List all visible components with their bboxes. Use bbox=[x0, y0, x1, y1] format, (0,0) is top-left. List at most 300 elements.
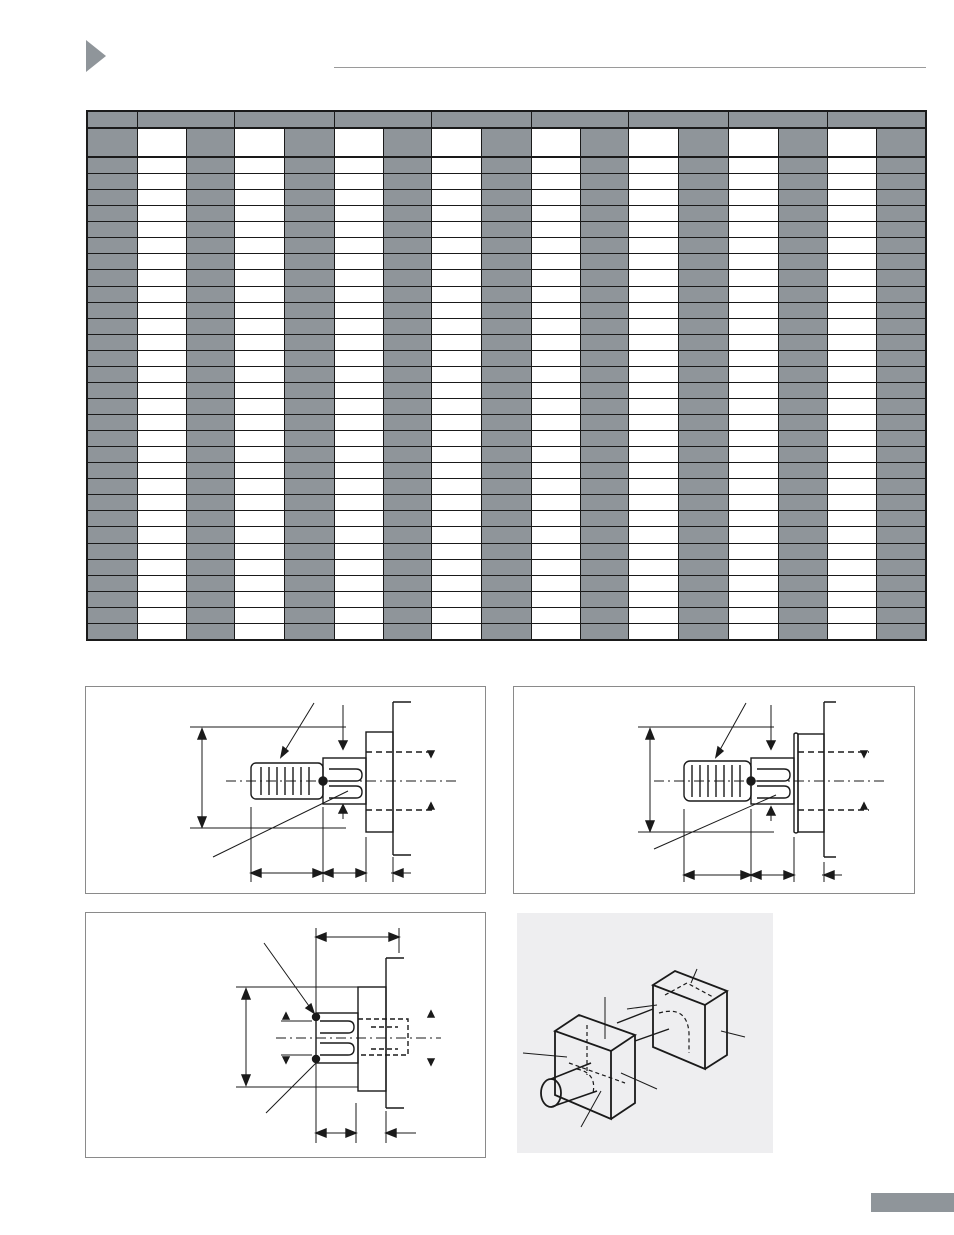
table-cell bbox=[629, 623, 679, 640]
table-cell bbox=[877, 447, 926, 463]
table-cell bbox=[779, 463, 828, 479]
table-cell bbox=[186, 575, 234, 591]
table-cell bbox=[334, 495, 383, 511]
table-cell bbox=[234, 382, 284, 398]
table-cell bbox=[828, 206, 877, 222]
table-cell bbox=[729, 350, 779, 366]
table-cell bbox=[334, 270, 383, 286]
table-cell bbox=[679, 222, 729, 238]
table-cell bbox=[580, 495, 628, 511]
table-cell bbox=[580, 591, 628, 607]
table-cell bbox=[828, 238, 877, 254]
table-cell bbox=[779, 591, 828, 607]
table-cell bbox=[431, 479, 481, 495]
table-group-header bbox=[431, 111, 531, 128]
table-cell bbox=[779, 206, 828, 222]
table-cell bbox=[877, 495, 926, 511]
table-cell bbox=[828, 128, 877, 157]
figure-a-drawing bbox=[86, 687, 485, 893]
table-cell bbox=[186, 302, 234, 318]
table-cell bbox=[481, 206, 531, 222]
table-cell bbox=[137, 591, 186, 607]
table-cell bbox=[679, 431, 729, 447]
table-cell bbox=[729, 302, 779, 318]
table-cell bbox=[580, 607, 628, 623]
table-cell bbox=[234, 128, 284, 157]
table-cell bbox=[679, 157, 729, 174]
table-cell bbox=[828, 623, 877, 640]
table-cell bbox=[481, 623, 531, 640]
table-cell bbox=[679, 206, 729, 222]
table-cell bbox=[383, 575, 431, 591]
table-cell bbox=[779, 222, 828, 238]
table-cell bbox=[481, 270, 531, 286]
table-cell bbox=[334, 157, 383, 174]
table-cell bbox=[679, 511, 729, 527]
table-cell bbox=[629, 415, 679, 431]
table-row bbox=[87, 607, 926, 623]
table-cell bbox=[284, 511, 334, 527]
table-cell bbox=[186, 543, 234, 559]
table-row bbox=[87, 190, 926, 206]
table-cell bbox=[877, 366, 926, 382]
table-cell bbox=[383, 254, 431, 270]
spec-table bbox=[86, 110, 927, 641]
table-cell bbox=[234, 415, 284, 431]
table-cell bbox=[580, 286, 628, 302]
table-cell bbox=[186, 128, 234, 157]
figure-c-panel bbox=[85, 912, 486, 1158]
table-cell bbox=[186, 270, 234, 286]
table-cell bbox=[779, 398, 828, 414]
table-cell bbox=[431, 398, 481, 414]
table-cell bbox=[531, 174, 580, 190]
table-cell bbox=[431, 238, 481, 254]
table-cell bbox=[877, 398, 926, 414]
table-cell bbox=[729, 463, 779, 479]
table-cell bbox=[779, 607, 828, 623]
table-cell bbox=[284, 286, 334, 302]
table-cell bbox=[431, 382, 481, 398]
table-cell bbox=[779, 382, 828, 398]
table-cell bbox=[284, 206, 334, 222]
table-cell bbox=[383, 511, 431, 527]
table-cell bbox=[137, 206, 186, 222]
table-cell bbox=[284, 128, 334, 157]
table-cell bbox=[137, 415, 186, 431]
table-cell bbox=[334, 447, 383, 463]
table-cell bbox=[284, 334, 334, 350]
table-cell bbox=[828, 190, 877, 206]
table-cell bbox=[234, 398, 284, 414]
table-row bbox=[87, 174, 926, 190]
table-cell bbox=[186, 366, 234, 382]
table-cell bbox=[580, 318, 628, 334]
table-cell bbox=[481, 286, 531, 302]
table-cell bbox=[629, 350, 679, 366]
table-cell bbox=[383, 128, 431, 157]
table-cell bbox=[779, 623, 828, 640]
table-cell bbox=[234, 575, 284, 591]
table-cell bbox=[531, 591, 580, 607]
table-cell bbox=[334, 511, 383, 527]
table-cell bbox=[284, 350, 334, 366]
table-cell bbox=[431, 128, 481, 157]
table-cell bbox=[137, 334, 186, 350]
table-cell bbox=[481, 527, 531, 543]
table-cell bbox=[828, 447, 877, 463]
row-label-cell bbox=[87, 238, 137, 254]
table-row bbox=[87, 270, 926, 286]
table-row bbox=[87, 286, 926, 302]
table-cell bbox=[580, 128, 628, 157]
table-cell bbox=[284, 495, 334, 511]
table-cell bbox=[234, 350, 284, 366]
table-cell bbox=[729, 527, 779, 543]
table-cell bbox=[334, 591, 383, 607]
table-subheader-row bbox=[87, 128, 926, 157]
table-cell bbox=[531, 495, 580, 511]
table-row bbox=[87, 463, 926, 479]
table-cell bbox=[828, 174, 877, 190]
table-cell bbox=[629, 157, 679, 174]
table-cell bbox=[383, 238, 431, 254]
table-row bbox=[87, 206, 926, 222]
table-cell bbox=[679, 334, 729, 350]
table-cell bbox=[580, 382, 628, 398]
row-label-cell bbox=[87, 527, 137, 543]
table-cell bbox=[580, 302, 628, 318]
table-cell bbox=[531, 463, 580, 479]
table-cell bbox=[137, 128, 186, 157]
row-label-cell bbox=[87, 575, 137, 591]
table-row bbox=[87, 511, 926, 527]
table-cell bbox=[137, 286, 186, 302]
page-number-tab bbox=[871, 1193, 954, 1212]
table-cell bbox=[334, 286, 383, 302]
table-cell bbox=[186, 607, 234, 623]
table-cell bbox=[137, 222, 186, 238]
table-cell bbox=[877, 302, 926, 318]
table-cell bbox=[284, 559, 334, 575]
table-cell bbox=[629, 431, 679, 447]
table-cell bbox=[828, 575, 877, 591]
table-cell bbox=[877, 238, 926, 254]
table-cell bbox=[481, 511, 531, 527]
table-cell bbox=[137, 366, 186, 382]
row-label-cell bbox=[87, 382, 137, 398]
table-cell bbox=[431, 302, 481, 318]
figure-b-drawing bbox=[514, 687, 914, 893]
table-cell bbox=[729, 286, 779, 302]
table-row bbox=[87, 575, 926, 591]
table-cell bbox=[531, 559, 580, 575]
header-triangle-icon bbox=[86, 40, 106, 72]
table-cell bbox=[334, 254, 383, 270]
table-cell bbox=[679, 575, 729, 591]
table-cell bbox=[284, 463, 334, 479]
table-cell bbox=[431, 206, 481, 222]
table-cell bbox=[481, 238, 531, 254]
table-cell bbox=[629, 366, 679, 382]
table-cell bbox=[531, 415, 580, 431]
table-cell bbox=[580, 398, 628, 414]
row-label-cell bbox=[87, 286, 137, 302]
table-cell bbox=[531, 607, 580, 623]
table-cell bbox=[779, 559, 828, 575]
table-cell bbox=[531, 350, 580, 366]
table-cell bbox=[284, 398, 334, 414]
table-cell bbox=[431, 591, 481, 607]
table-cell bbox=[431, 366, 481, 382]
table-cell bbox=[234, 270, 284, 286]
table-cell bbox=[186, 238, 234, 254]
row-label-cell bbox=[87, 398, 137, 414]
table-cell bbox=[729, 415, 779, 431]
row-label-cell bbox=[87, 334, 137, 350]
table-cell bbox=[383, 174, 431, 190]
table-cell bbox=[431, 559, 481, 575]
table-row bbox=[87, 479, 926, 495]
table-group-header bbox=[234, 111, 334, 128]
row-label-cell bbox=[87, 479, 137, 495]
table-cell bbox=[580, 157, 628, 174]
table-cell bbox=[580, 463, 628, 479]
table-cell bbox=[531, 366, 580, 382]
table-cell bbox=[828, 222, 877, 238]
table-cell bbox=[334, 607, 383, 623]
table-row bbox=[87, 543, 926, 559]
table-cell bbox=[828, 366, 877, 382]
table-cell bbox=[334, 527, 383, 543]
table-cell bbox=[729, 591, 779, 607]
table-cell bbox=[779, 302, 828, 318]
table-group-header bbox=[334, 111, 431, 128]
table-cell bbox=[679, 447, 729, 463]
table-cell bbox=[284, 543, 334, 559]
table-cell bbox=[334, 222, 383, 238]
table-cell bbox=[383, 334, 431, 350]
table-cell bbox=[234, 431, 284, 447]
table-cell bbox=[828, 463, 877, 479]
table-cell bbox=[531, 511, 580, 527]
table-cell bbox=[779, 495, 828, 511]
table-row bbox=[87, 366, 926, 382]
table-cell bbox=[729, 222, 779, 238]
table-cell bbox=[383, 431, 431, 447]
table-cell bbox=[334, 302, 383, 318]
figure-c-drawing bbox=[86, 913, 485, 1157]
table-cell bbox=[679, 128, 729, 157]
table-cell bbox=[679, 495, 729, 511]
table-cell bbox=[877, 190, 926, 206]
table-cell bbox=[186, 334, 234, 350]
table-cell bbox=[234, 238, 284, 254]
table-cell bbox=[877, 479, 926, 495]
table-cell bbox=[137, 575, 186, 591]
table-cell bbox=[431, 527, 481, 543]
table-cell bbox=[186, 222, 234, 238]
table-cell bbox=[186, 447, 234, 463]
table-cell bbox=[137, 511, 186, 527]
table-cell bbox=[729, 543, 779, 559]
table-cell bbox=[137, 302, 186, 318]
table-cell bbox=[431, 623, 481, 640]
table-cell bbox=[580, 222, 628, 238]
table-cell bbox=[383, 366, 431, 382]
table-cell bbox=[877, 559, 926, 575]
table-cell bbox=[481, 222, 531, 238]
table-cell bbox=[431, 463, 481, 479]
table-cell bbox=[679, 366, 729, 382]
table-cell bbox=[779, 543, 828, 559]
table-cell bbox=[137, 157, 186, 174]
table-cell bbox=[679, 543, 729, 559]
table-cell bbox=[531, 238, 580, 254]
table-cell bbox=[629, 270, 679, 286]
table-cell bbox=[580, 431, 628, 447]
table-cell bbox=[284, 575, 334, 591]
table-cell bbox=[383, 286, 431, 302]
table-cell bbox=[383, 206, 431, 222]
table-cell bbox=[629, 238, 679, 254]
table-cell bbox=[186, 286, 234, 302]
table-cell bbox=[877, 254, 926, 270]
table-cell bbox=[629, 286, 679, 302]
table-cell bbox=[580, 415, 628, 431]
table-cell bbox=[580, 190, 628, 206]
table-cell bbox=[137, 623, 186, 640]
table-cell bbox=[137, 350, 186, 366]
table-cell bbox=[334, 350, 383, 366]
table-cell bbox=[580, 623, 628, 640]
table-cell bbox=[828, 527, 877, 543]
table-cell bbox=[431, 511, 481, 527]
table-row bbox=[87, 495, 926, 511]
table-cell bbox=[580, 511, 628, 527]
table-cell bbox=[383, 157, 431, 174]
table-cell bbox=[729, 174, 779, 190]
table-cell bbox=[828, 286, 877, 302]
table-cell bbox=[580, 174, 628, 190]
table-cell bbox=[431, 415, 481, 431]
table-cell bbox=[137, 463, 186, 479]
table-cell bbox=[137, 479, 186, 495]
table-cell bbox=[431, 350, 481, 366]
table-cell bbox=[629, 334, 679, 350]
table-cell bbox=[580, 238, 628, 254]
table-group-header bbox=[531, 111, 628, 128]
table-cell bbox=[383, 302, 431, 318]
table-cell bbox=[531, 575, 580, 591]
table-cell bbox=[779, 479, 828, 495]
table-cell bbox=[779, 254, 828, 270]
table-cell bbox=[629, 222, 679, 238]
table-cell bbox=[531, 318, 580, 334]
table-cell bbox=[431, 607, 481, 623]
table-cell bbox=[186, 479, 234, 495]
table-cell bbox=[779, 350, 828, 366]
table-cell bbox=[531, 334, 580, 350]
table-cell bbox=[828, 511, 877, 527]
table-cell bbox=[334, 559, 383, 575]
table-cell bbox=[383, 527, 431, 543]
table-cell bbox=[334, 318, 383, 334]
table-cell bbox=[629, 206, 679, 222]
table-cell bbox=[580, 575, 628, 591]
table-cell bbox=[629, 575, 679, 591]
table-cell bbox=[629, 128, 679, 157]
table-cell bbox=[877, 157, 926, 174]
table-cell bbox=[137, 527, 186, 543]
table-row bbox=[87, 527, 926, 543]
table-cell bbox=[629, 527, 679, 543]
table-cell bbox=[779, 238, 828, 254]
table-cell bbox=[481, 559, 531, 575]
table-cell bbox=[580, 479, 628, 495]
table-cell bbox=[334, 398, 383, 414]
table-cell bbox=[679, 302, 729, 318]
table-cell bbox=[679, 382, 729, 398]
table-cell bbox=[284, 190, 334, 206]
table-cell bbox=[334, 334, 383, 350]
table-cell bbox=[729, 318, 779, 334]
table-cell bbox=[137, 318, 186, 334]
table-cell bbox=[431, 431, 481, 447]
table-cell bbox=[729, 431, 779, 447]
figure-d-panel bbox=[517, 913, 773, 1153]
table-cell bbox=[629, 318, 679, 334]
table-cell bbox=[729, 559, 779, 575]
table-cell bbox=[729, 254, 779, 270]
table-cell bbox=[779, 157, 828, 174]
table-cell bbox=[828, 543, 877, 559]
table-cell bbox=[580, 366, 628, 382]
table-cell bbox=[137, 270, 186, 286]
table-cell bbox=[383, 479, 431, 495]
table-row bbox=[87, 591, 926, 607]
table-cell bbox=[234, 318, 284, 334]
table-cell bbox=[679, 190, 729, 206]
table-cell bbox=[877, 575, 926, 591]
table-cell bbox=[186, 318, 234, 334]
table-row bbox=[87, 623, 926, 640]
table-cell bbox=[431, 495, 481, 511]
table-row bbox=[87, 415, 926, 431]
table-cell bbox=[137, 559, 186, 575]
table-cell bbox=[234, 463, 284, 479]
table-cell bbox=[828, 254, 877, 270]
table-cell bbox=[137, 190, 186, 206]
header-rule bbox=[334, 67, 926, 68]
table-cell bbox=[779, 447, 828, 463]
table-group-header bbox=[729, 111, 828, 128]
table-cell bbox=[186, 623, 234, 640]
table-cell bbox=[877, 463, 926, 479]
table-cell bbox=[828, 157, 877, 174]
row-label-cell bbox=[87, 206, 137, 222]
table-cell bbox=[481, 479, 531, 495]
table-cell bbox=[877, 128, 926, 157]
table-cell bbox=[877, 527, 926, 543]
table-cell bbox=[779, 527, 828, 543]
table-cell bbox=[629, 511, 679, 527]
table-cell bbox=[481, 157, 531, 174]
table-cell bbox=[383, 607, 431, 623]
table-cell bbox=[186, 431, 234, 447]
table-cell bbox=[383, 415, 431, 431]
row-label-cell bbox=[87, 190, 137, 206]
